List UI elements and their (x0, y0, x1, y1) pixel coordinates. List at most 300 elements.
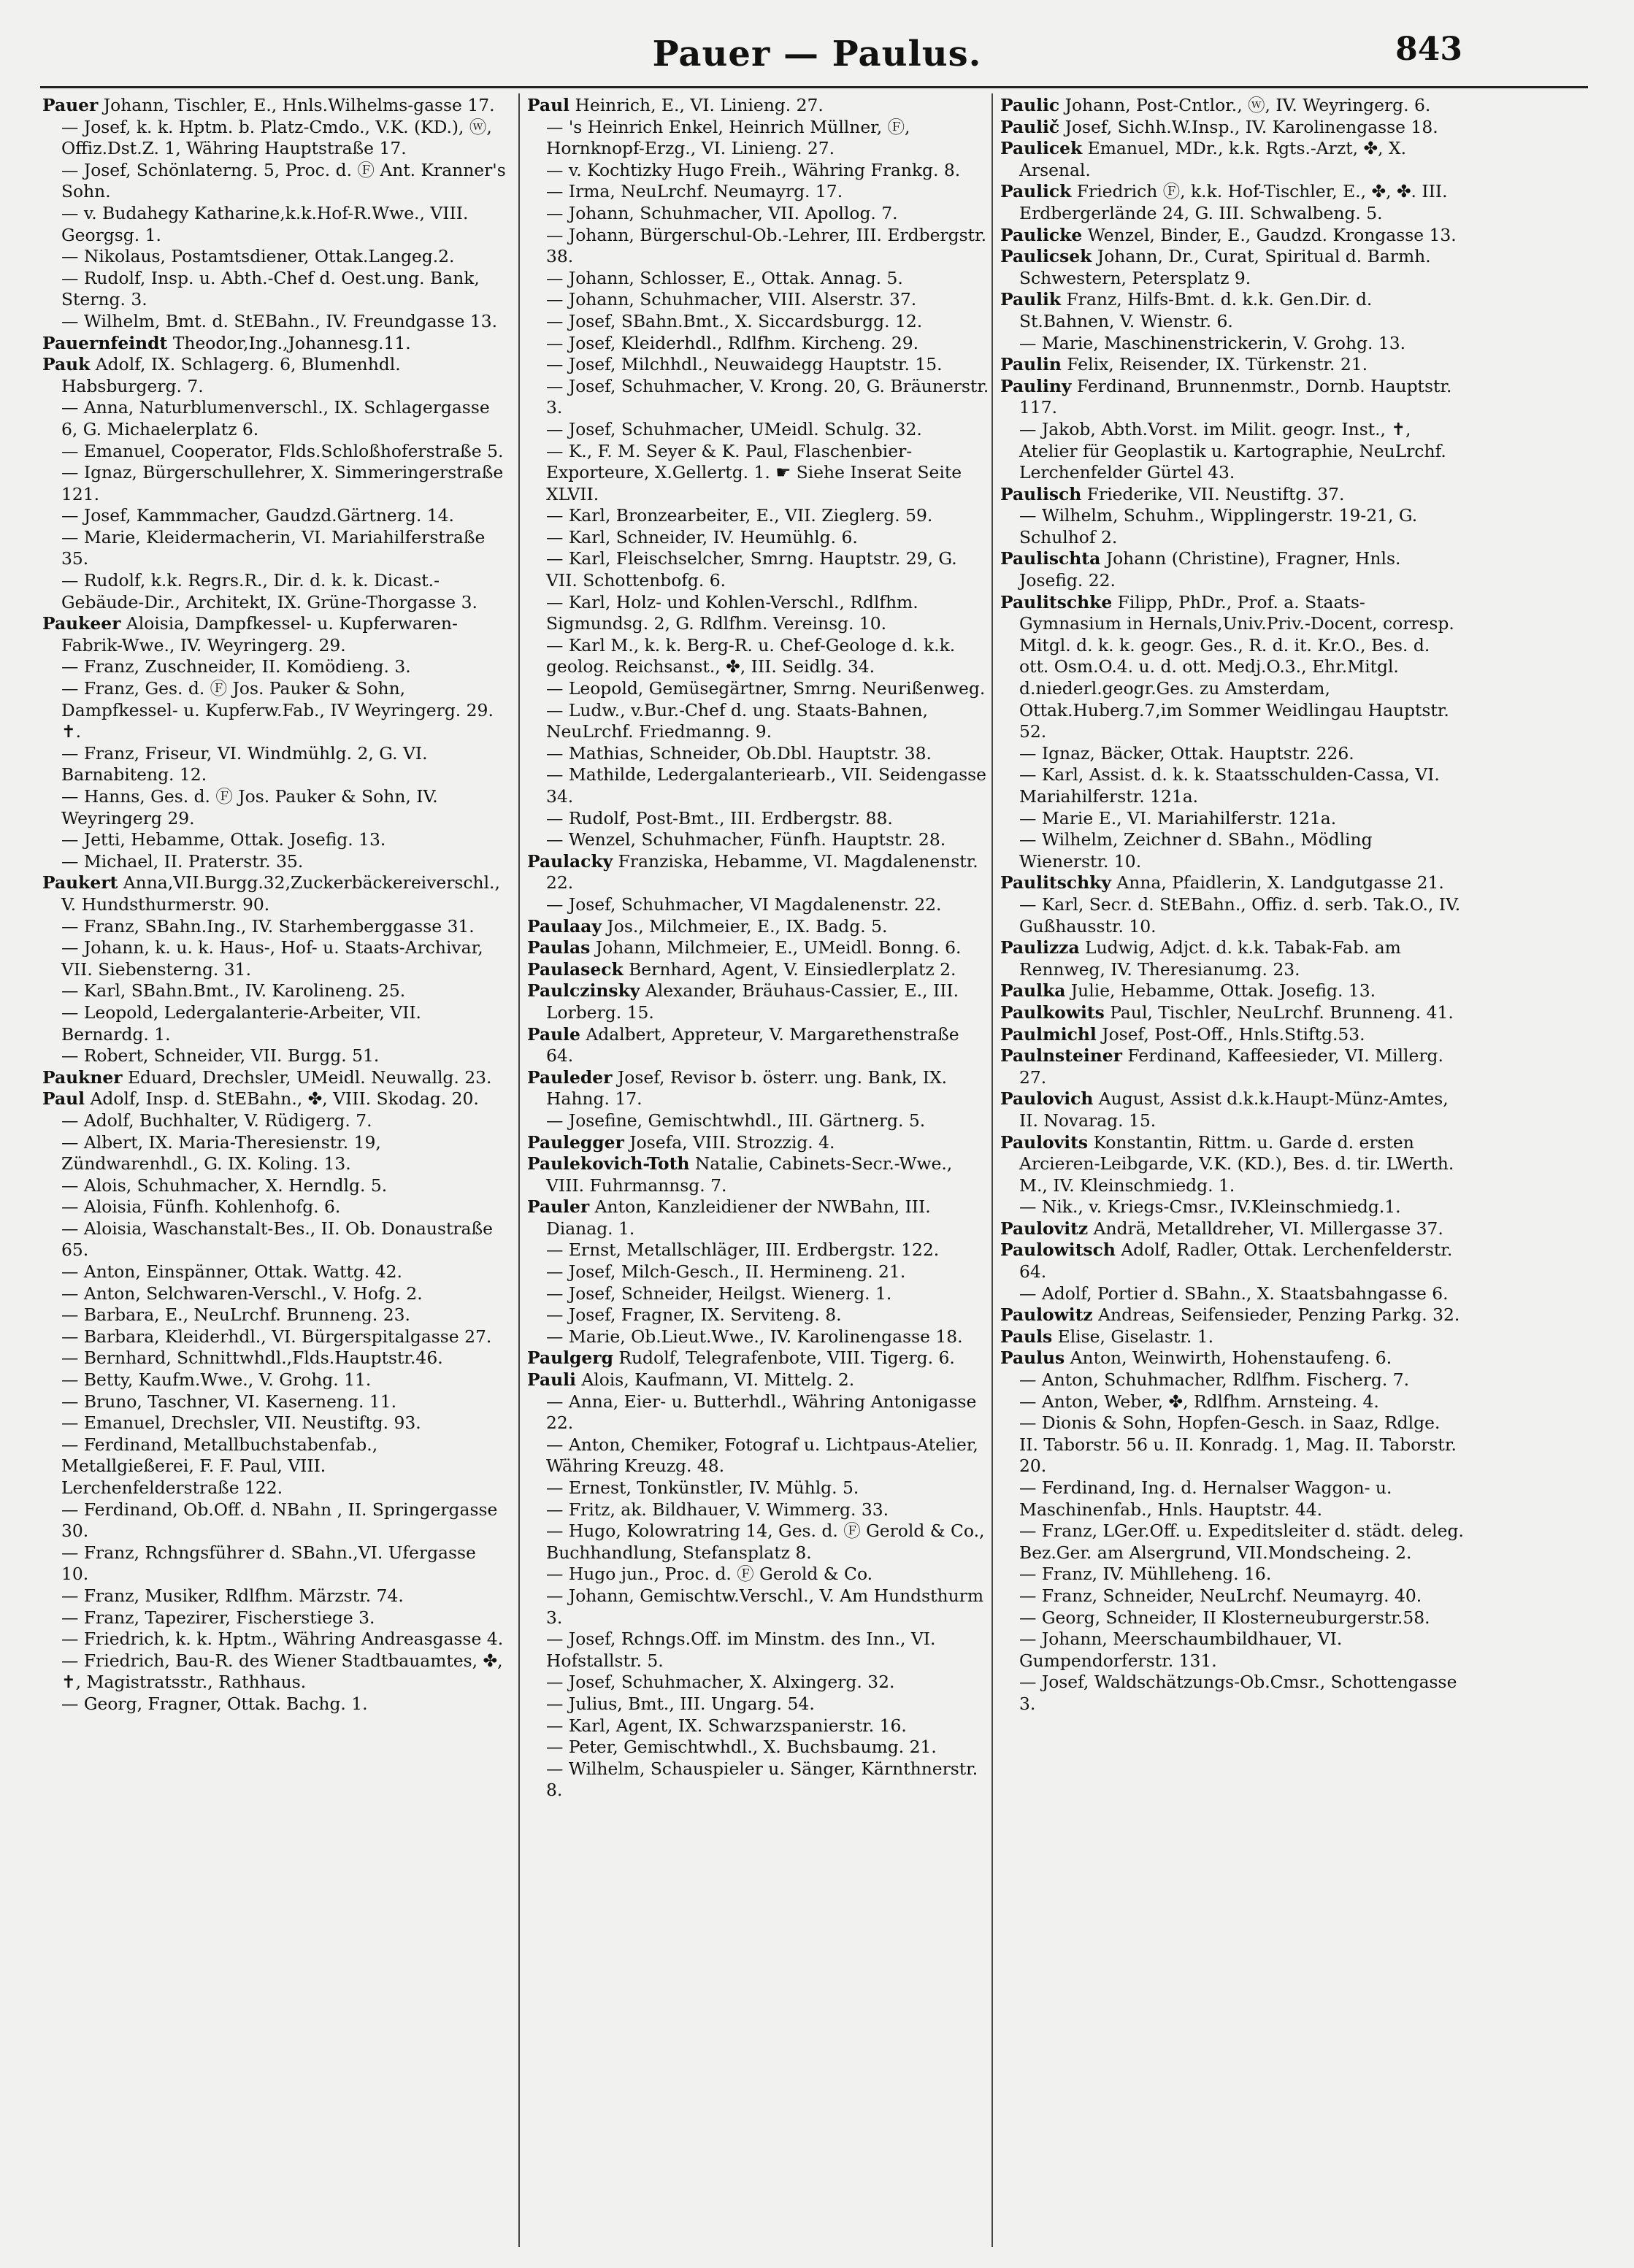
directory-entry (1000, 484, 1464, 506)
directory-entry (527, 1110, 991, 1132)
entry-surname: Paulczinsky (527, 980, 640, 1002)
entry-details: — Rudolf, Post-Bmt., III. Erdbergstr. 88. (546, 807, 893, 829)
entry-surname: Paulovich (1000, 1088, 1094, 1110)
entry-details: — Wilhelm, Zeichner d. SBahn., Mödling Wienerstr. 10. (1019, 829, 1373, 872)
entry-details: — Ferdinand, Ob.Off. d. NBahn , II. Springergasse 30. (61, 1499, 498, 1542)
entry-details: — Karl, Secr. d. StEBahn., Offiz. d. serb. Tak.O., IV. Gußhausstr. 10. (1019, 893, 1461, 937)
entry-details: — Franz, Zuschneider, II. Komödieng. 3. (61, 656, 411, 677)
entry-details: — Nik., v. Kriegs-Cmsr., IV.Kleinschmiedg.1. (1019, 1196, 1401, 1218)
directory-entry (42, 916, 506, 938)
directory-entry (42, 1110, 506, 1132)
entry-details: — Anna, Naturblumenverschl., IX. Schlagergasse 6, G. Michaelerplatz 6. (61, 397, 490, 439)
directory-entry (1000, 1132, 1464, 1197)
directory-entry (1000, 95, 1464, 117)
entry-details: — Anton, Schuhmacher, Rdlfhm. Fischerg. 7. (1019, 1369, 1410, 1391)
directory-entry (527, 1521, 991, 1564)
directory-entry (527, 1196, 991, 1239)
directory-entry (42, 656, 506, 678)
entry-surname: Pauk (42, 354, 91, 375)
entry-details: — Bruno, Taschner, VI. Kaserneng. 11. (61, 1391, 397, 1412)
entry-details: — Ignaz, Bürgerschullehrer, X. Simmeringerstraße 121. (61, 462, 504, 504)
entry-details: Josef, Sichh.W.Insp., IV. Karolinengasse 18. (1059, 116, 1438, 137)
entry-details: — Wilhelm, Bmt. d. StEBahn., IV. Freundgasse 13. (61, 310, 498, 331)
entry-details: — Friedrich, k. k. Hptm., Währing Andreasgasse 4. (61, 1629, 504, 1650)
entry-details: — Josef, Schneider, Heilgst. Wienerg. 1. (546, 1283, 892, 1304)
directory-entry (42, 354, 506, 397)
directory-entry (527, 743, 991, 765)
directory-entry (527, 959, 991, 981)
entry-details: — Anton, Selchwaren-Verschl., V. Hofg. 2. (61, 1283, 423, 1304)
directory-entry (527, 1758, 991, 1802)
entry-details: Rudolf, Telegrafenbote, VIII. Tigerg. 6. (613, 1348, 955, 1369)
directory-entry (1000, 743, 1464, 765)
directory-entry (1000, 181, 1464, 224)
entry-surname: Paukner (42, 1066, 123, 1088)
entry-details: Josef, Revisor b. österr. ung. Bank, IX. Hahng. 17. (546, 1066, 948, 1110)
directory-entry (527, 1283, 991, 1305)
entry-surname: Paul (42, 1088, 85, 1110)
entry-details: — Johann, Gemischtw.Verschl., V. Am Hundsthurm 3. (546, 1585, 984, 1628)
entry-details: — Michael, II. Praterstr. 35. (61, 850, 304, 872)
entry-details: — Josef, Rchngs.Off. im Minstm. des Inn., VI. Hofstallstr. 5. (546, 1629, 936, 1671)
directory-entry (527, 1434, 991, 1477)
entry-details: Josef, Post-Off., Hnls.Stiftg.53. (1096, 1023, 1365, 1045)
entry-details: Adalbert, Appreteur, V. Margarethenstraße 64. (546, 1023, 959, 1066)
directory-entry (527, 1694, 991, 1715)
directory-entry (527, 916, 991, 938)
directory-entry (1000, 937, 1464, 980)
directory-entry (527, 1326, 991, 1348)
entry-details: — Ignaz, Bäcker, Ottak. Hauptstr. 226. (1019, 742, 1354, 764)
directory-entry (42, 505, 506, 527)
directory-entry (1000, 1326, 1464, 1348)
entry-details: Johann, Milchmeier, E., UMeidl. Bonng. 6. (590, 937, 962, 958)
directory-entry (527, 1348, 991, 1369)
entry-details: Andrä, Metalldreher, VI. Millergasse 37. (1088, 1218, 1443, 1239)
entry-details: — Karl, Bronzearbeiter, E., VII. Zieglerg. 59. (546, 505, 933, 526)
entry-details: — Josef, Milchhdl., Neuwaidegg Hauptstr. 15. (546, 354, 943, 375)
entry-details: — Karl M., k. k. Berg-R. u. Chef-Geologe d. k.k. geolog. Reichsanst., ✤, III. Seidlg. 34. (546, 634, 956, 677)
directory-entry (527, 419, 991, 441)
directory-entry (42, 851, 506, 873)
entry-details: — Josef, Schuhmacher, VI Magdalenenstr. 22. (546, 893, 942, 915)
page-number: 843 (1395, 31, 1462, 68)
directory-entry (1000, 1369, 1464, 1391)
entry-details: Alexander, Bräuhaus-Cassier, E., III. Lorberg. 15. (546, 980, 959, 1023)
entry-details: — Franz, Rchngsführer d. SBahn.,VI. Ufergasse 10. (61, 1542, 476, 1585)
entry-details: — Marie, Kleidermacherin, VI. Mariahilferstraße 35. (61, 526, 486, 569)
entry-surname: Paulicke (1000, 224, 1083, 245)
entry-details: — Josef, Kleiderhdl., Rdlfhm. Kircheng. 29. (546, 332, 919, 353)
entry-details: Natalie, Cabinets-Secr.-Wwe., VIII. Fuhrmannsg. 7. (546, 1153, 953, 1196)
entry-details: — Anton, Einspänner, Ottak. Wattg. 42. (61, 1261, 402, 1283)
entry-details: Johann, Dr., Curat, Spiritual d. Barmh. Schwestern, Petersplatz 9. (1019, 246, 1431, 288)
entry-details: — Anna, Eier- u. Butterhdl., Währing Antonigasse 22. (546, 1391, 977, 1434)
entry-surname: Paulovitz (1000, 1218, 1089, 1239)
entry-details: — Josef, Milch-Gesch., II. Hermineng. 21. (546, 1261, 906, 1283)
entry-details: — Ernst, Metallschläger, III. Erdbergstr. 122. (546, 1239, 940, 1261)
directory-entry (527, 1369, 991, 1391)
entry-surname: Paule (527, 1023, 580, 1045)
directory-entry (1000, 872, 1464, 894)
directory-entry (42, 1002, 506, 1045)
directory-entry (42, 829, 506, 851)
directory-entry (1000, 1629, 1464, 1672)
entry-surname: Paulik (1000, 289, 1062, 310)
entry-surname: Pauls (1000, 1326, 1053, 1347)
entry-details: — Georg, Schneider, II Klosterneuburgerstr.58. (1019, 1607, 1430, 1628)
directory-entry (1000, 808, 1464, 830)
entry-details: — Mathias, Schneider, Ob.Dbl. Hauptstr. 38. (546, 742, 932, 764)
header-rule (40, 86, 1588, 88)
directory-entry (1000, 1348, 1464, 1369)
entry-details: Anton, Weinwirth, Hohenstaufeng. 6. (1065, 1348, 1392, 1369)
entry-details: — Barbara, E., NeuLrchf. Brunneng. 23. (61, 1304, 410, 1326)
directory-entry (1000, 1002, 1464, 1024)
entry-details: — Betty, Kaufm.Wwe., V. Grohg. 11. (61, 1369, 372, 1391)
directory-entry (527, 980, 991, 1023)
column-3 (1000, 95, 1464, 2256)
running-head: Pauer — Paulus. (652, 34, 982, 74)
directory-entry (1000, 1564, 1464, 1585)
directory-entry (527, 700, 991, 743)
directory-entry (527, 1477, 991, 1499)
directory-entry (42, 527, 506, 570)
directory-entry (527, 894, 991, 916)
directory-entry (42, 1175, 506, 1197)
entry-surname: Paulowitsch (1000, 1239, 1116, 1261)
entry-details: — Fritz, ak. Bildhauer, V. Wimmerg. 33. (546, 1499, 889, 1520)
entry-surname: Paulkowits (1000, 1002, 1105, 1023)
entry-surname: Paulowitz (1000, 1304, 1093, 1326)
entry-details: — Julius, Bmt., III. Ungarg. 54. (546, 1693, 815, 1714)
directory-entry (1000, 1412, 1464, 1477)
entry-details: Ferdinand, Kaffeesieder, VI. Millerg. 27. (1019, 1045, 1443, 1088)
directory-entry (42, 872, 506, 915)
entry-surname: Paulizza (1000, 937, 1080, 958)
directory-entry (42, 1348, 506, 1369)
directory-entry (527, 764, 991, 807)
directory-entry (527, 678, 991, 700)
entry-details: — Josef, k. k. Hptm. b. Platz-Cmdo., V.K. (KD.), ⓦ, Offiz.Dst.Z. 1, Währing Hauptstraße 17. (61, 116, 492, 159)
entry-details: — Franz, Schneider, NeuLrchf. Neumayrg. 40. (1019, 1585, 1422, 1606)
entry-details: — Georg, Fragner, Ottak. Bachg. 1. (61, 1693, 368, 1714)
directory-entry (42, 1196, 506, 1218)
directory-entry (42, 1585, 506, 1607)
directory-entry (42, 1283, 506, 1305)
directory-entry (42, 117, 506, 160)
entry-details: Konstantin, Rittm. u. Garde d. ersten Arcieren-Leibgarde, V.K. (KD.), Bes. d. tir. LWerth. M., IV. Kleinschmiedg. 1. (1019, 1131, 1454, 1196)
entry-details: — Ferdinand, Metallbuchstabenfab., Metallgießerei, F. F. Paul, VIII. Lerchenfelderstraße 122. (61, 1434, 378, 1498)
entry-details: — Franz, IV. Mühlleheng. 16. (1019, 1564, 1272, 1585)
directory-entry (42, 1218, 506, 1261)
directory-entry (527, 1499, 991, 1521)
entry-details: — Irma, NeuLrchf. Neumayrg. 17. (546, 181, 843, 202)
directory-entry (42, 613, 506, 656)
directory-entry (42, 1412, 506, 1434)
directory-entry (1000, 1672, 1464, 1715)
entry-details: — 's Heinrich Enkel, Heinrich Müllner, Ⓕ, Hornknopf-Erzg., VI. Linieng. 27. (546, 116, 910, 159)
entry-surname: Paulicek (1000, 138, 1083, 159)
entry-details: — Barbara, Kleiderhdl., VI. Bürgerspitalgasse 27. (61, 1326, 492, 1347)
entry-details: — Marie, Ob.Lieut.Wwe., IV. Karolinengasse 18. (546, 1326, 963, 1347)
entry-details: — Aloisia, Fünfh. Kohlenhofg. 6. (61, 1196, 341, 1218)
entry-surname: Paulick (1000, 181, 1072, 202)
entry-details: Elise, Giselastr. 1. (1052, 1326, 1214, 1347)
directory-entry (42, 462, 506, 505)
directory-entry (42, 1650, 506, 1694)
entry-details: — Hugo jun., Proc. d. Ⓕ Gerold & Co. (546, 1564, 873, 1585)
entry-details: — Johann, k. u. k. Haus-, Hof- u. Staats-Archivar, VII. Siebensterng. 31. (61, 937, 483, 980)
entry-details: — Josef, Schuhmacher, X. Alxingerg. 32. (546, 1672, 895, 1693)
directory-entry (527, 333, 991, 355)
directory-entry (42, 160, 506, 203)
entry-details: — Wilhelm, Schuhm., Wipplingerstr. 19-21, G. Schulhof 2. (1019, 505, 1418, 547)
entry-surname: Paulischta (1000, 548, 1101, 569)
entry-details: Alois, Kaufmann, VI. Mittelg. 2. (575, 1369, 855, 1391)
entry-surname: Paulnsteiner (1000, 1045, 1122, 1066)
directory-entry (527, 1629, 991, 1672)
directory-entry (42, 1326, 506, 1348)
directory-entry (1000, 1585, 1464, 1607)
directory-entry (1000, 1024, 1464, 1046)
directory-entry (1000, 980, 1464, 1002)
directory-entry (42, 1542, 506, 1585)
directory-entry (527, 635, 991, 678)
entry-details: — Ernest, Tonkünstler, IV. Mühlg. 5. (546, 1477, 859, 1498)
page-header (0, 28, 1634, 79)
entry-details: Johann, Post-Cntlor., ⓦ, IV. Weyringerg. 6. (1059, 95, 1431, 115)
entry-details: — K., F. M. Seyer & K. Paul, Flaschenbier-Exporteure, X.Gellertg. 1. ☛ Siehe Inserat Seite XLVII. (546, 440, 962, 504)
entry-details: — Adolf, Buchhalter, V. Rüdigerg. 7. (61, 1110, 372, 1131)
entry-details: — Nikolaus, Postamtsdiener, Ottak.Langeg.2. (61, 246, 455, 267)
directory-entry (1000, 592, 1464, 743)
directory-entry (1000, 225, 1464, 247)
entry-details: — Josef, Schuhmacher, UMeidl. Schulg. 32. (546, 418, 922, 439)
entry-surname: Paulgerg (527, 1348, 613, 1369)
directory-entry (527, 1564, 991, 1585)
entry-details: Josefa, VIII. Strozzig. 4. (624, 1131, 835, 1153)
directory-entry (42, 743, 506, 786)
directory-entry (1000, 1304, 1464, 1326)
directory-entry (42, 246, 506, 268)
entry-details: — Karl, SBahn.Bmt., IV. Karolineng. 25. (61, 980, 406, 1002)
entry-surname: Paulegger (527, 1131, 624, 1153)
entry-surname: Paulovits (1000, 1131, 1089, 1153)
entry-details: — Marie, Maschinenstrickerin, V. Grohg. 13. (1019, 332, 1406, 353)
directory-entry (1000, 1477, 1464, 1521)
directory-entry (42, 937, 506, 980)
directory-entry (527, 1239, 991, 1261)
entry-details: — Jetti, Hebamme, Ottak. Josefig. 13. (61, 829, 386, 850)
directory-entry (527, 354, 991, 376)
entry-details: — Ludw., v.Bur.-Chef d. ung. Staats-Bahnen, NeuLrchf. Friedmanng. 9. (546, 699, 928, 742)
directory-entry (42, 1132, 506, 1175)
entry-surname: Paulin (1000, 354, 1062, 375)
entry-details: Johann (Christine), Fragner, Hnls. Josefig. 22. (1019, 548, 1401, 591)
directory-entry (527, 1067, 991, 1110)
entry-details: — Karl, Assist. d. k. k. Staatsschulden-Cassa, VI. Mariahilferstr. 121a. (1019, 764, 1440, 807)
directory-entry (527, 225, 991, 268)
entry-details: — v. Budahegy Katharine,k.k.Hof-R.Wwe., VIII. Georgsg. 1. (61, 202, 469, 245)
directory-entry (1000, 246, 1464, 289)
directory-entry (42, 1607, 506, 1629)
entry-surname: Paul (527, 95, 570, 115)
entry-details: Bernhard, Agent, V. Einsiedlerplatz 2. (623, 958, 956, 980)
entry-surname: Pauli (527, 1369, 576, 1391)
entry-surname: Paukert (42, 872, 118, 893)
directory-entry (527, 1024, 991, 1067)
directory-entry (1000, 354, 1464, 376)
directory-entry (42, 95, 506, 117)
entry-surname: Paulekovich-Toth (527, 1153, 690, 1175)
directory-entry (42, 1499, 506, 1542)
entry-details: — Alois, Schuhmacher, X. Herndlg. 5. (61, 1175, 388, 1196)
entry-details: Franz, Hilfs-Bmt. d. k.k. Gen.Dir. d. St.Bahnen, V. Wienstr. 6. (1019, 289, 1373, 331)
entry-details: Ludwig, Adjct. d. k.k. Tabak-Fab. am Rennweg, IV. Theresianumg. 23. (1019, 937, 1401, 980)
directory-entry (42, 1261, 506, 1283)
directory-entry (1000, 376, 1464, 419)
directory-entry (527, 289, 991, 311)
entry-details: Anna,VII.Burgg.32,Zuckerbäckereiverschl., V. Hundsthurmerstr. 90. (61, 872, 500, 915)
entry-details: — Wenzel, Schuhmacher, Fünfh. Hauptstr. 28. (546, 829, 946, 850)
entry-details: Wenzel, Binder, E., Gaudzd. Krongasse 13. (1082, 224, 1457, 245)
directory-entry (42, 311, 506, 333)
directory-entry (42, 786, 506, 829)
directory-entry (527, 829, 991, 851)
directory-entry (527, 311, 991, 333)
entry-surname: Paulus (1000, 1348, 1065, 1369)
entry-details: — Franz, LGer.Off. u. Expeditsleiter d. städt. deleg. Bez.Ger. am Alsergrund, VII.Mondscheing. 2. (1019, 1521, 1464, 1563)
directory-entry (527, 1153, 991, 1196)
directory-entry (1000, 1391, 1464, 1413)
directory-entry (527, 203, 991, 225)
directory-entry (1000, 419, 1464, 484)
entry-details: Aloisia, Dampfkessel- u. Kupferwaren-Fabrik-Wwe., IV. Weyringerg. 29. (61, 613, 458, 656)
directory-entry (527, 160, 991, 182)
entry-details: — Anton, Chemiker, Fotograf u. Lichtpaus-Atelier, Währing Kreuzg. 48. (546, 1434, 978, 1477)
directory-entry (42, 980, 506, 1002)
entry-details: Anna, Pfaidlerin, X. Landgutgasse 21. (1111, 872, 1444, 893)
entry-details: — Hugo, Kolowratring 14, Ges. d. Ⓕ Gerold & Co., Buchhandlung, Stefansplatz 8. (546, 1521, 985, 1563)
entry-details: — Peter, Gemischtwhdl., X. Buchsbaumg. 21. (546, 1737, 937, 1758)
entry-surname: Paulicsek (1000, 246, 1092, 267)
directory-entry (1000, 333, 1464, 355)
directory-entry (1000, 138, 1464, 181)
entry-surname: Paulas (527, 937, 591, 958)
directory-entry (42, 1067, 506, 1089)
entry-details: Adolf, Insp. d. StEBahn., ✤, VIII. Skodag. 20. (85, 1088, 479, 1110)
directory-entry (527, 505, 991, 527)
entry-details: Filipp, PhDr., Prof. a. Staats-Gymnasium in Hernals,Univ.Priv.-Docent, corresp. Mitgl. d. k. k. geogr. Ges., R. d. it. Kr.O., Bes. d. ott. Osm.O.4. u. d. ott. Medj.O.3., Ehr.Mitgl. d.niederl.geogr.Ges. zu Amsterdam, Ottak.Huberg.7,im Sommer Weidlingau Hauptstr. 52. (1019, 591, 1454, 742)
column-divider (518, 93, 520, 2247)
directory-entry (527, 937, 991, 959)
directory-entry (42, 441, 506, 463)
directory-entry (1000, 1196, 1464, 1218)
directory-entry (42, 1369, 506, 1391)
column-1 (42, 95, 506, 2256)
directory-entry (527, 441, 991, 506)
entry-surname: Pauleder (527, 1066, 613, 1088)
directory-entry (1000, 1607, 1464, 1629)
column-2 (527, 95, 991, 2256)
directory-entry (527, 95, 991, 117)
entry-details: — Hanns, Ges. d. Ⓕ Jos. Pauker & Sohn, IV. Weyringerg 29. (61, 786, 438, 829)
entry-details: — Rudolf, Insp. u. Abth.-Chef d. Oest.ung. Bank, Sterng. 3. (61, 267, 480, 310)
directory-entry (42, 570, 506, 613)
entry-details: Julie, Hebamme, Ottak. Josefig. 13. (1065, 980, 1376, 1002)
entry-details: Johann, Tischler, E., Hnls.Wilhelms-gasse 17. (98, 95, 495, 115)
entry-details: — Emanuel, Drechsler, VII. Neustiftg. 93. (61, 1412, 421, 1434)
entry-surname: Paukeer (42, 613, 121, 634)
entry-details: Friederike, VII. Neustiftg. 37. (1081, 483, 1345, 504)
directory-entry (527, 181, 991, 203)
entry-details: Paul, Tischler, NeuLrchf. Brunneng. 41. (1104, 1002, 1454, 1023)
directory-entry (527, 117, 991, 160)
entry-details: — Robert, Schneider, VII. Burgg. 51. (61, 1045, 380, 1066)
entry-surname: Paulmichl (1000, 1023, 1097, 1045)
entry-details: — Johann, Schuhmacher, VII. Apollog. 7. (546, 202, 898, 223)
entry-details: — Franz, Tapezirer, Fischerstiege 3. (61, 1607, 375, 1628)
entry-surname: Pauler (527, 1196, 590, 1218)
directory-entry (42, 1694, 506, 1715)
entry-details: — Franz, SBahn.Ing., IV. Starhemberggasse 31. (61, 915, 475, 937)
entry-details: Anton, Kanzleidiener der NWBahn, III. Dianag. 1. (546, 1196, 931, 1239)
directory-entry (42, 1434, 506, 1499)
entry-details: Emanuel, MDr., k.k. Rgts.-Arzt, ✤, X. Arsenal. (1019, 138, 1407, 180)
entry-surname: Paulaay (527, 915, 602, 937)
entry-details: Theodor,Ing.,Johannesg.11. (167, 332, 411, 353)
directory-entry (1000, 1045, 1464, 1088)
entry-surname: Paulacky (527, 850, 613, 872)
entry-details: Jos., Milchmeier, E., IX. Badg. 5. (601, 915, 888, 937)
entry-details: — Wilhelm, Schauspieler u. Sänger, Kärnthnerstr. 8. (546, 1758, 978, 1801)
entry-details: — Ferdinand, Ing. d. Hernalser Waggon- u. Maschinenfab., Hnls. Hauptstr. 44. (1019, 1477, 1392, 1520)
directory-entry (42, 333, 506, 355)
entry-details: — Johann, Schlosser, E., Ottak. Annag. 5. (546, 267, 903, 288)
entry-details: — Josef, Schönlaterng. 5, Proc. d. Ⓕ Ant. Kranner's Sohn. (61, 159, 506, 202)
entry-details: — Leopold, Ledergalanterie-Arbeiter, VII. Bernardg. 1. (61, 1002, 421, 1045)
directory-entry (42, 1088, 506, 1110)
entry-details: Adolf, IX. Schlagerg. 6, Blumenhdl. Habsburgerg. 7. (61, 354, 401, 396)
entry-surname: Pauernfeindt (42, 332, 168, 353)
entry-details: — Bernhard, Schnittwhdl.,Flds.Hauptstr.46. (61, 1348, 443, 1369)
entry-details: — Karl, Schneider, IV. Heumühlg. 6. (546, 526, 858, 547)
directory-entry (527, 376, 991, 419)
entry-details: — Johann, Bürgerschul-Ob.-Lehrer, III. Erdbergstr. 38. (546, 224, 987, 267)
directory-entry (42, 268, 506, 311)
entry-details: — Josefine, Gemischtwhdl., III. Gärtnerg. 5. (546, 1110, 926, 1131)
directory-entry (1000, 829, 1464, 872)
directory-entry (42, 1304, 506, 1326)
directory-entry (42, 678, 506, 743)
entry-surname: Pauer (42, 95, 99, 115)
entry-surname: Paulaseck (527, 958, 624, 980)
directory-entry (1000, 117, 1464, 139)
directory-entry (527, 268, 991, 290)
directory-entry (42, 1629, 506, 1650)
directory-entry (527, 851, 991, 894)
entry-details: — Karl, Agent, IX. Schwarzspanierstr. 16. (546, 1715, 907, 1736)
entry-details: — Rudolf, k.k. Regrs.R., Dir. d. k. k. Dicast.-Gebäude-Dir., Architekt, IX. Grüne-Thorgasse 3. (61, 570, 477, 612)
entry-details: — Franz, Musiker, Rdlfhm. Märzstr. 74. (61, 1585, 404, 1606)
directory-entry (1000, 289, 1464, 332)
entry-details: — Karl, Fleischselcher, Smrng. Hauptstr. 29, G. VII. Schottenbofg. 6. (546, 548, 957, 591)
entry-details: — Jakob, Abth.Vorst. im Milit. geogr. Inst., ✝, Atelier für Geoplastik u. Kartographie, NeuLrchf. Lerchenfelder Gürtel 43. (1019, 418, 1446, 483)
entry-surname: Paulka (1000, 980, 1066, 1002)
entry-details: Felix, Reisender, IX. Türkenstr. 21. (1061, 354, 1368, 375)
directory-entry (527, 1672, 991, 1694)
